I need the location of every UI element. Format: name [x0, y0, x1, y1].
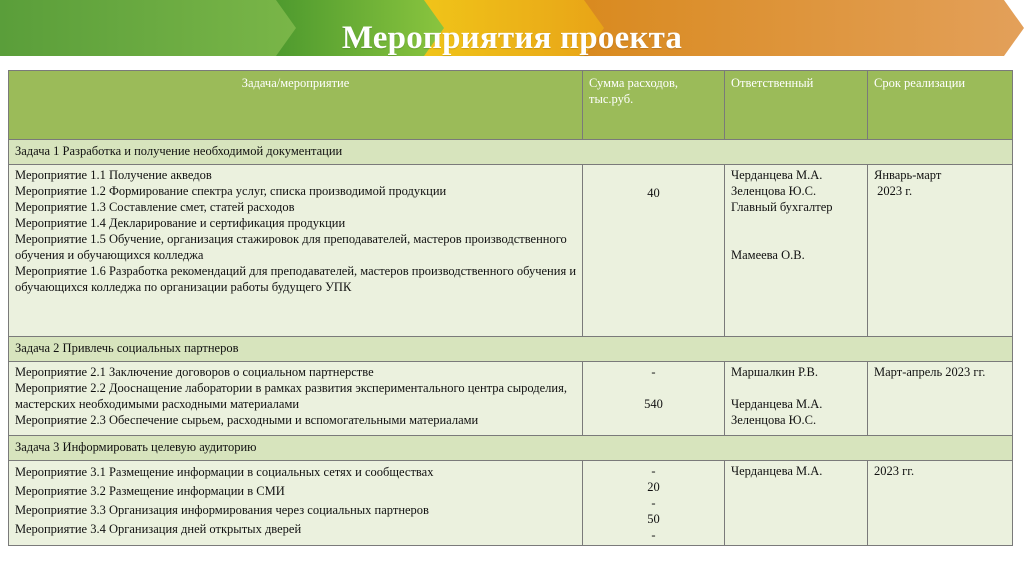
period-value: Январь-март	[874, 168, 942, 182]
activity-item: Мероприятие 3.4 Организация дней открытых дверей	[15, 522, 302, 536]
spacer	[731, 380, 861, 396]
period-cell	[868, 461, 1013, 546]
sum-cell	[583, 461, 725, 546]
activity-item: Мероприятие 2.3 Обеспечение сырьем, расходными и вспомогательными материалами	[15, 413, 479, 427]
sum-value: 540	[644, 397, 663, 411]
spacer	[731, 231, 861, 247]
task-body-row-2	[9, 362, 1013, 436]
header-sum: Сумма расходов, тыс.руб.	[583, 71, 725, 140]
task-title: Задача 3 Информировать целевую аудиторию	[9, 436, 1013, 461]
task-row-1	[9, 140, 1013, 165]
period-value: 2023 г.	[874, 184, 913, 198]
activity-item: Мероприятие 2.1 Заключение договоров о социальном партнерстве	[15, 365, 374, 379]
responsible-person: Мамеева О.В.	[731, 248, 805, 262]
activity-item: Мероприятие 1.4 Декларирование и сертификация продукции	[15, 216, 346, 230]
responsible-person: Маршалкин Р.В.	[731, 365, 818, 379]
title-banner	[0, 0, 1024, 56]
activity-item: Мероприятие 1.5 Обучение, организация стажировок для преподавателей, мастеров производственного обучения и обучающихся колледжа	[15, 232, 567, 262]
responsible-cell	[725, 461, 868, 546]
activity-item: Мероприятие 2.2 Дооснащение лаборатории в рамках развития экспериментального центра сыроделия, мастерских необходимыми расходными материалами	[15, 381, 567, 411]
sum-value: -	[651, 365, 656, 379]
responsible-cell	[725, 165, 868, 337]
sum-value: 50	[647, 512, 660, 526]
sum-cell	[583, 165, 725, 337]
task-row-2	[9, 337, 1013, 362]
responsible-cell	[725, 362, 868, 436]
header-task: Задача/мероприятие	[9, 71, 583, 140]
task-row-3	[9, 436, 1013, 461]
sum-value: 20	[647, 480, 660, 494]
project-activities-table	[8, 70, 1013, 546]
activity-item: Мероприятие 1.1 Получение акведов	[15, 168, 212, 182]
responsible-person: Зеленцова Ю.С.	[731, 184, 817, 198]
spacer	[589, 380, 718, 396]
activity-item: Мероприятие 3.1 Размещение информации в социальных сетях и сообществах	[15, 465, 434, 479]
activity-item: Мероприятие 3.3 Организация информирования через социальных партнеров	[15, 503, 429, 517]
header-responsible: Ответственный	[725, 71, 868, 140]
activities-cell	[9, 165, 583, 337]
sum-value: -	[651, 528, 656, 542]
sum-cell	[583, 362, 725, 436]
responsible-person: Черданцева М.А.	[731, 168, 823, 182]
period-value: 2023 гг.	[874, 464, 915, 478]
table-header-row	[9, 71, 1013, 140]
responsible-person: Черданцева М.А.	[731, 464, 823, 478]
responsible-person: Черданцева М.А.	[731, 397, 823, 411]
activity-item: Мероприятие 3.2 Размещение информации в СМИ	[15, 484, 285, 498]
period-cell	[868, 362, 1013, 436]
task-body-row-3	[9, 461, 1013, 546]
spacer	[731, 215, 861, 231]
sum-value: -	[651, 464, 656, 478]
activity-item: Мероприятие 1.6 Разработка рекомендаций для преподавателей, мастеров производственного обучения и обучающихся колледжа по организации работы будущего УПК	[15, 264, 577, 294]
task-body-row-1	[9, 165, 1013, 337]
task-title: Задача 2 Привлечь социальных партнеров	[9, 337, 1013, 362]
page-title: Мероприятия проекта	[341, 20, 683, 56]
period-value: Март-апрель 2023 гг.	[874, 365, 986, 379]
activity-item: Мероприятие 1.2 Формирование спектра услуг, списка производимой продукции	[15, 184, 447, 198]
header-period: Срок реализации	[868, 71, 1013, 140]
activities-cell	[9, 461, 583, 546]
responsible-person: Зеленцова Ю.С.	[731, 413, 817, 427]
sum-value: -	[651, 496, 656, 510]
task-title: Задача 1 Разработка и получение необходимой документации	[9, 140, 1013, 165]
sum-value: 40	[647, 186, 660, 200]
responsible-person: Главный бухгалтер	[731, 200, 833, 214]
activities-cell	[9, 362, 583, 436]
activity-item: Мероприятие 1.3 Составление смет, статей расходов	[15, 200, 295, 214]
period-cell	[868, 165, 1013, 337]
